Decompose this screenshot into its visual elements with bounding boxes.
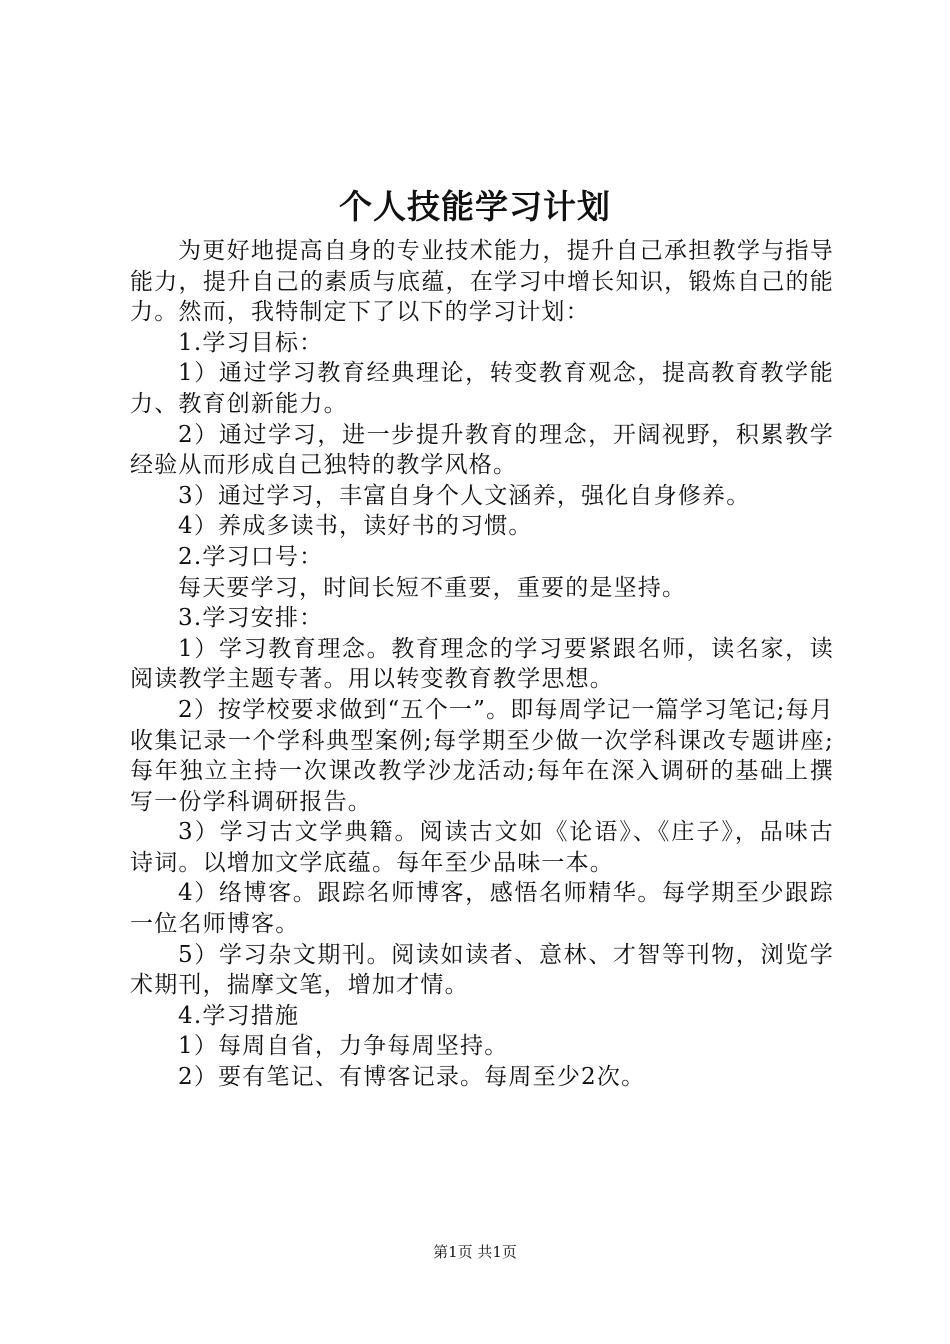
goal-item-3: 3）通过学习，丰富自身个人文涵养，强化自身修养。 xyxy=(178,482,751,509)
paragraph-intro: 为更好地提高自身的专业技术能力，提升自己承担教学与指导能力，提升自己的素质与底蕴，在学习中增长知识，锻炼自己的能力。然而，我特制定下了以下的学习计划： xyxy=(130,238,834,326)
arrangement-item-1: 1）学习教育理念。教育理念的学习要紧跟名师，读名家，读阅读教学主题专著。用以转变教育教学思想。 xyxy=(130,635,834,693)
section-heading-measures: 4.学习措施 xyxy=(178,1002,300,1029)
section-heading-arrangement: 3.学习安排： xyxy=(178,605,324,632)
arrangement-item-4: 4）络博客。跟踪名师博客，感悟名师精华。每学期至少跟踪一位名师博客。 xyxy=(130,880,834,938)
measure-item-1: 1）每周自省，力争每周坚持。 xyxy=(178,1033,509,1060)
page-footer: 第1页 共1页 xyxy=(433,1243,517,1261)
arrangement-item-3: 3）学习古文学典籍。阅读古文如《论语》、《庄子》，品味古诗词。以增加文学底蕴。每年至少品味一本。 xyxy=(130,819,834,876)
slogan-text: 每天要学习，时间长短不重要，重要的是坚持。 xyxy=(178,574,687,601)
goal-item-4: 4）养成多读书，读好书的习惯。 xyxy=(178,513,533,540)
document-title: 个人技能学习计划 xyxy=(339,187,611,226)
goal-item-2: 2）通过学习，进一步提升教育的理念，开阔视野，积累教学经验从而形成自己独特的教学风格。 xyxy=(130,421,834,479)
goal-item-1: 1）通过学习教育经典理论，转变教育观念，提高教育教学能力、教育创新能力。 xyxy=(130,360,834,417)
measure-item-2: 2）要有笔记、有博客记录。每周至少2次。 xyxy=(178,1064,646,1091)
section-heading-goals: 1.学习目标： xyxy=(178,329,324,356)
arrangement-item-2: 2）按学校要求做到“五个一”。即每周学记一篇学习笔记;每月收集记录一个学科典型案例;每学期至少做一次学科课改专题讲座;每年独立主持一次课改教学沙龙活动;每年在深入调研的基础上撰写一份学科调研报告。 xyxy=(130,696,834,815)
section-heading-slogan: 2.学习口号： xyxy=(178,543,324,570)
document-body xyxy=(130,236,834,1093)
arrangement-item-5: 5）学习杂文期刊。阅读如读者、意林、才智等刊物，浏览学术期刊，揣摩文笔，增加才情。 xyxy=(130,941,834,999)
